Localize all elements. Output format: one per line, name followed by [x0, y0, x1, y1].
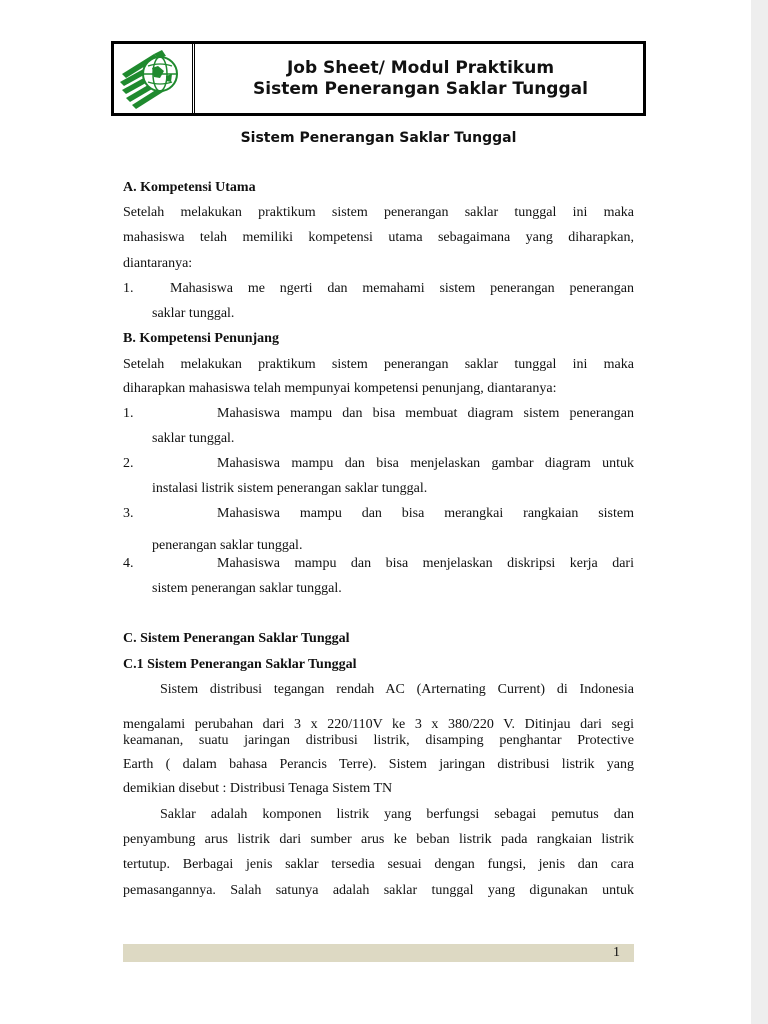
list-item-number: 2.: [123, 456, 134, 471]
list-item-text: Mahasiswa mampu dan bisa merangkai rangkaian sistem: [217, 506, 634, 521]
section-b-paragraph-line: diharapkan mahasiswa telah mempunyai kompetensi penunjang, diantaranya:: [123, 381, 557, 396]
header-logo-cell: [114, 44, 195, 113]
section-c-heading: C. Sistem Penerangan Saklar Tunggal: [123, 631, 350, 646]
section-b-paragraph-line: Setelah melakukan praktikum sistem penerangan saklar tunggal ini maka: [123, 357, 634, 372]
section-c1-subheading: C.1 Sistem Penerangan Saklar Tunggal: [123, 657, 357, 672]
paragraph-line: tertutup. Berbagai jenis saklar tersedia sesuai dengan fungsi, jenis dan cara: [123, 857, 634, 872]
list-item-number: 1.: [123, 281, 134, 296]
section-a-heading: A. Kompetensi Utama: [123, 180, 256, 195]
section-a-paragraph-line: diantaranya:: [123, 256, 193, 271]
paragraph-line: penyambung arus listrik dari sumber arus ke beban listrik pada rangkaian listrik: [123, 832, 634, 847]
paragraph-line: pemasangannya. Salah satunya adalah saklar tunggal yang digunakan untuk: [123, 883, 634, 898]
page-number: 1: [613, 945, 620, 960]
list-item-text: Mahasiswa mampu dan bisa membuat diagram sistem penerangan: [217, 406, 634, 421]
paragraph-line: Earth ( dalam bahasa Perancis Terre). Sistem jaringan distribusi listrik yang: [123, 757, 634, 772]
header-box: [111, 41, 646, 116]
paragraph-line: mengalami perubahan dari 3 x 220/110V ke 3 x 380/220 V. Ditinjau dari segi: [123, 717, 634, 732]
paragraph-line: demikian disebut : Distribusi Tenaga Sistem TN: [123, 781, 393, 796]
list-item-text: sistem penerangan saklar tunggal.: [152, 581, 342, 596]
list-item-number: 3.: [123, 506, 134, 521]
list-item-number: 4.: [123, 556, 134, 571]
list-item-text: saklar tunggal.: [152, 431, 235, 446]
list-item-text: Mahasiswa mampu dan bisa menjelaskan gambar diagram untuk: [217, 456, 634, 471]
list-item-number: 1.: [123, 406, 134, 421]
list-item-text: saklar tunggal.: [152, 306, 235, 321]
footer-bar: [123, 944, 634, 962]
section-a-paragraph-line: Setelah melakukan praktikum sistem penerangan saklar tunggal ini maka: [123, 205, 634, 220]
paragraph-line: keamanan, suatu jaringan distribusi listrik, disamping penghantar Protective: [123, 733, 634, 748]
paragraph-line: Sistem distribusi tegangan rendah AC (Arternating Current) di Indonesia: [160, 682, 634, 697]
header-title-line2: Sistem Penerangan Saklar Tunggal: [253, 78, 588, 99]
header-title: [198, 44, 643, 113]
section-b-heading: B. Kompetensi Penunjang: [123, 331, 279, 346]
institution-logo: [114, 44, 192, 113]
list-item-text: penerangan saklar tunggal.: [152, 538, 303, 553]
header-title-line1: Job Sheet/ Modul Praktikum: [286, 57, 555, 78]
list-item-text: Mahasiswa mampu dan bisa menjelaskan diskripsi kerja dari: [217, 556, 634, 571]
section-a-paragraph-line: mahasiswa telah memiliki kompetensi utama sebagaimana yang diharapkan,: [123, 230, 634, 245]
document-title: Sistem Penerangan Saklar Tunggal: [240, 130, 517, 146]
list-item-text: Mahasiswa me ngerti dan memahami sistem penerangan penerangan: [170, 281, 634, 296]
paragraph-line: Saklar adalah komponen listrik yang berfungsi sebagai pemutus dan: [160, 807, 634, 822]
list-item-text: instalasi listrik sistem penerangan saklar tunggal.: [152, 481, 428, 496]
scrollbar-track[interactable]: [751, 0, 768, 1024]
